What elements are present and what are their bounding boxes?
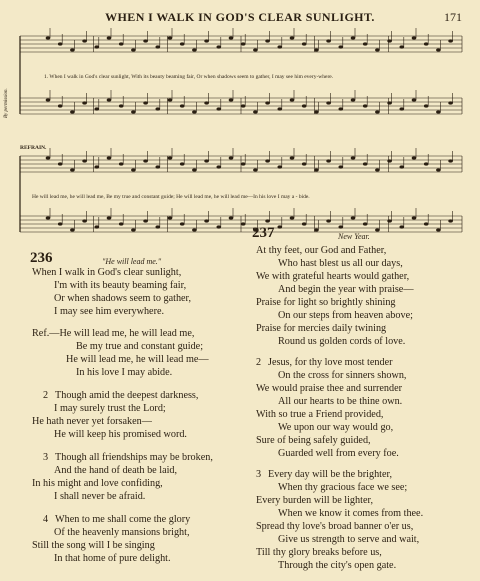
note-head bbox=[278, 107, 283, 110]
note-head bbox=[217, 225, 222, 228]
hymn-236-title: "He will lead me." bbox=[102, 257, 162, 266]
note-head bbox=[241, 42, 246, 45]
note-head bbox=[107, 36, 112, 39]
note-head bbox=[119, 104, 124, 107]
note-head bbox=[168, 36, 173, 39]
note-head bbox=[70, 110, 75, 113]
verse-line: At thy feet, our God and Father, bbox=[256, 245, 387, 256]
page-header-title: WHEN I WALK IN GOD'S CLEAR SUNLIGHT. bbox=[105, 10, 375, 24]
note-head bbox=[46, 156, 51, 159]
verse-line: Though all friendships may be broken, bbox=[55, 452, 213, 463]
note-head bbox=[339, 107, 344, 110]
note-head bbox=[400, 225, 405, 228]
verse-line: I'm with its beauty beaming fair, bbox=[54, 280, 187, 291]
note-head bbox=[229, 98, 234, 101]
note-head bbox=[351, 98, 356, 101]
note-head bbox=[448, 159, 453, 162]
note-head bbox=[82, 101, 87, 104]
note-head bbox=[351, 36, 356, 39]
note-head bbox=[192, 228, 197, 231]
verse-line: Of the heavenly mansions bright, bbox=[54, 527, 190, 538]
note-head bbox=[400, 165, 405, 168]
verse-line: Jesus, for thy love most tender bbox=[268, 357, 393, 368]
verse-line: When we know it comes from thee. bbox=[278, 508, 424, 519]
note-head bbox=[82, 159, 87, 162]
note-head bbox=[290, 98, 295, 101]
note-head bbox=[241, 104, 246, 107]
verse-line: We would praise thee and surrender bbox=[256, 383, 402, 394]
note-head bbox=[156, 165, 161, 168]
verse-line: We with grateful hearts would gather, bbox=[256, 271, 410, 282]
note-head bbox=[290, 156, 295, 159]
verse-line: All our hearts to be thine own. bbox=[278, 396, 403, 407]
note-head bbox=[192, 48, 197, 51]
refrain-label: Ref. bbox=[32, 328, 50, 339]
note-head bbox=[204, 219, 209, 222]
verse-line: Praise for light so brightly shining bbox=[256, 297, 396, 308]
verse-line: He hath never yet forsaken— bbox=[32, 416, 152, 427]
note-head bbox=[217, 107, 222, 110]
verse-line: On our steps from heaven above; bbox=[278, 310, 413, 321]
note-head bbox=[326, 39, 331, 42]
note-head bbox=[339, 45, 344, 48]
note-head bbox=[131, 48, 136, 51]
note-head bbox=[107, 216, 112, 219]
note-head bbox=[363, 222, 368, 225]
note-head bbox=[168, 216, 173, 219]
note-head bbox=[265, 159, 270, 162]
verse-line: I shall never be afraid. bbox=[54, 491, 146, 502]
note-head bbox=[387, 39, 392, 42]
note-head bbox=[70, 168, 75, 171]
note-head bbox=[253, 168, 258, 171]
note-head bbox=[387, 219, 392, 222]
note-head bbox=[375, 110, 380, 113]
verse-line: Through the city's open gate. bbox=[278, 560, 397, 571]
note-head bbox=[314, 228, 319, 231]
note-head bbox=[107, 156, 112, 159]
note-head bbox=[448, 101, 453, 104]
note-head bbox=[46, 216, 51, 219]
verse-line: Praise for mercies daily twining bbox=[256, 323, 387, 334]
verse-line: In his love I may abide. bbox=[76, 367, 173, 378]
verse-line: He will keep his promised word. bbox=[54, 429, 187, 440]
hymn-237-title: New Year. bbox=[338, 232, 370, 241]
verse-line: Round us golden cords of love. bbox=[278, 336, 406, 347]
verse-line: —He will lead me, he will lead me, bbox=[49, 328, 195, 339]
note-head bbox=[46, 36, 51, 39]
note-head bbox=[58, 104, 63, 107]
note-head bbox=[119, 42, 124, 45]
note-head bbox=[375, 228, 380, 231]
verse-line: Every burden will be lighter, bbox=[256, 495, 373, 506]
verse-line: Though amid the deepest darkness, bbox=[55, 390, 199, 401]
note-head bbox=[278, 165, 283, 168]
note-head bbox=[119, 162, 124, 165]
side-note: By permission. bbox=[4, 88, 9, 118]
note-head bbox=[424, 104, 429, 107]
note-head bbox=[58, 42, 63, 45]
note-head bbox=[339, 225, 344, 228]
verse-line: I may surely trust the Lord; bbox=[54, 403, 166, 414]
note-head bbox=[412, 36, 417, 39]
stanza-number: 2 bbox=[43, 390, 49, 401]
note-head bbox=[436, 228, 441, 231]
verse-line: In that home of pure delight. bbox=[54, 553, 171, 564]
note-head bbox=[95, 225, 100, 228]
note-head bbox=[351, 216, 356, 219]
note-head bbox=[302, 104, 307, 107]
note-head bbox=[82, 219, 87, 222]
note-head bbox=[229, 36, 234, 39]
hymn-237-text bbox=[256, 244, 423, 572]
verse-line: I may see him everywhere. bbox=[54, 306, 165, 317]
note-head bbox=[143, 159, 148, 162]
verse-line: We upon our way would go, bbox=[278, 422, 394, 433]
note-head bbox=[58, 222, 63, 225]
note-head bbox=[204, 159, 209, 162]
note-head bbox=[131, 110, 136, 113]
stanza-number: 2 bbox=[256, 357, 262, 368]
note-head bbox=[375, 48, 380, 51]
note-head bbox=[119, 222, 124, 225]
note-head bbox=[180, 162, 185, 165]
note-head bbox=[204, 39, 209, 42]
note-head bbox=[46, 98, 51, 101]
note-head bbox=[156, 45, 161, 48]
note-head bbox=[229, 156, 234, 159]
note-head bbox=[314, 110, 319, 113]
note-head bbox=[217, 165, 222, 168]
note-head bbox=[326, 159, 331, 162]
note-head bbox=[156, 225, 161, 228]
note-head bbox=[424, 222, 429, 225]
verse-line: When thy gracious face we see; bbox=[278, 482, 408, 493]
verse-line: Or when shadows seem to gather, bbox=[54, 293, 192, 304]
note-head bbox=[424, 42, 429, 45]
note-head bbox=[156, 107, 161, 110]
page-number: 171 bbox=[444, 10, 462, 24]
verse-line: On the cross for sinners shown, bbox=[278, 370, 407, 381]
verse-line: Still the song will I be singing bbox=[32, 540, 155, 551]
note-head bbox=[95, 107, 100, 110]
note-head bbox=[180, 42, 185, 45]
note-head bbox=[82, 39, 87, 42]
note-head bbox=[448, 219, 453, 222]
note-head bbox=[131, 228, 136, 231]
note-head bbox=[265, 219, 270, 222]
verse-line: And begin the year with praise— bbox=[278, 284, 414, 295]
note-head bbox=[70, 48, 75, 51]
note-head bbox=[180, 222, 185, 225]
hymn-237-number: 237 bbox=[252, 225, 275, 241]
stanza-number: 4 bbox=[43, 514, 49, 525]
note-head bbox=[448, 39, 453, 42]
note-head bbox=[363, 42, 368, 45]
verse-line: Be my true and constant guide; bbox=[76, 341, 204, 352]
note-head bbox=[143, 101, 148, 104]
note-head bbox=[290, 36, 295, 39]
note-head bbox=[241, 162, 246, 165]
note-head bbox=[412, 156, 417, 159]
note-head bbox=[180, 104, 185, 107]
verse-line: When to me shall come the glory bbox=[55, 514, 191, 525]
note-head bbox=[302, 162, 307, 165]
note-head bbox=[192, 168, 197, 171]
note-head bbox=[229, 216, 234, 219]
stanza-number: 3 bbox=[43, 452, 49, 463]
verse-line: And the hand of death be laid, bbox=[54, 465, 178, 476]
verse-line: He will lead me, he will lead me— bbox=[66, 354, 209, 365]
note-head bbox=[70, 228, 75, 231]
verse-line: In his might and love confiding, bbox=[32, 478, 163, 489]
note-head bbox=[204, 101, 209, 104]
note-head bbox=[107, 98, 112, 101]
verse-line: When I walk in God's clear sunlight, bbox=[32, 267, 182, 278]
note-head bbox=[290, 216, 295, 219]
hymn-236-text bbox=[32, 266, 213, 565]
stanza-number: 3 bbox=[256, 469, 262, 480]
hymn-236-number: 236 bbox=[30, 250, 53, 266]
note-head bbox=[168, 98, 173, 101]
note-head bbox=[400, 107, 405, 110]
verse-line: Spread thy love's broad banner o'er us, bbox=[256, 521, 414, 532]
note-head bbox=[412, 216, 417, 219]
note-head bbox=[253, 48, 258, 51]
note-head bbox=[265, 39, 270, 42]
note-head bbox=[302, 222, 307, 225]
note-head bbox=[424, 162, 429, 165]
score-lyrics-line-1: 1. When I walk in God's clear sunlight, With its beauty beaming fair, Or when shadows seem to gather, I may see him every-where. bbox=[44, 74, 334, 80]
note-head bbox=[314, 168, 319, 171]
verse-line: Sure of being safely guided, bbox=[256, 435, 371, 446]
verse-line: Guarded well from every foe. bbox=[278, 448, 399, 459]
note-head bbox=[95, 165, 100, 168]
note-head bbox=[58, 162, 63, 165]
verse-line: Every day will be the brighter, bbox=[268, 469, 393, 480]
note-head bbox=[326, 101, 331, 104]
note-head bbox=[387, 101, 392, 104]
note-head bbox=[168, 156, 173, 159]
note-head bbox=[302, 42, 307, 45]
note-head bbox=[326, 219, 331, 222]
note-head bbox=[436, 110, 441, 113]
note-head bbox=[375, 168, 380, 171]
note-head bbox=[241, 222, 246, 225]
note-head bbox=[143, 39, 148, 42]
note-head bbox=[412, 98, 417, 101]
note-head bbox=[400, 45, 405, 48]
note-head bbox=[436, 168, 441, 171]
note-head bbox=[339, 165, 344, 168]
note-head bbox=[95, 45, 100, 48]
note-head bbox=[217, 45, 222, 48]
note-head bbox=[278, 45, 283, 48]
note-head bbox=[436, 48, 441, 51]
note-head bbox=[278, 225, 283, 228]
music-score bbox=[0, 0, 480, 250]
note-head bbox=[363, 104, 368, 107]
score-lyrics-line-2: He will lead me, he will lead me, Be my true and constant guide; He will lead me, he will lead me—In his love I may a - bide. bbox=[32, 194, 310, 200]
score-refrain-label: REFRAIN. bbox=[20, 145, 47, 151]
note-head bbox=[131, 168, 136, 171]
verse-line: Give us strength to serve and wait, bbox=[278, 534, 420, 545]
verse-line: Who hast blest us all our days, bbox=[278, 258, 403, 269]
note-head bbox=[363, 162, 368, 165]
note-head bbox=[253, 110, 258, 113]
verse-line: With so true a Friend provided, bbox=[256, 409, 384, 420]
note-head bbox=[314, 48, 319, 51]
note-head bbox=[387, 159, 392, 162]
verse-line: Till thy glory breaks before us, bbox=[256, 547, 382, 558]
note-head bbox=[192, 110, 197, 113]
note-head bbox=[265, 101, 270, 104]
note-head bbox=[143, 219, 148, 222]
note-head bbox=[351, 156, 356, 159]
